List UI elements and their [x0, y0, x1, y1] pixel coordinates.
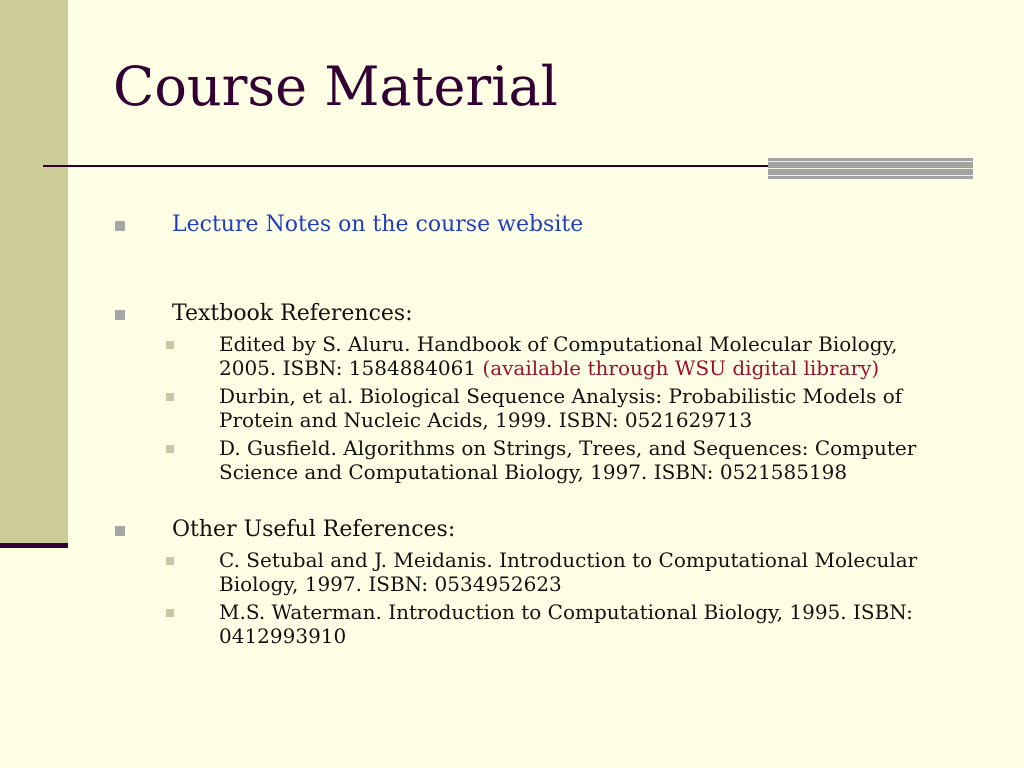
reference-line: Durbin, et al. Biological Sequence Analysis: Probabilistic Models of [219, 384, 903, 408]
bullet-icon [115, 310, 125, 320]
reference-line: 0412993910 [219, 624, 347, 648]
bullet-icon [115, 526, 125, 536]
textbook-reference-durbin [219, 384, 979, 432]
left-sidebar-accent [0, 543, 68, 548]
title-divider-gray-block [768, 158, 973, 179]
other-reference-setubal [219, 548, 979, 596]
availability-note: (available through WSU digital library) [482, 356, 880, 380]
sub-bullet-icon [166, 445, 174, 453]
other-reference-waterman [219, 600, 979, 648]
sub-bullet-icon [166, 557, 174, 565]
left-sidebar-bar [0, 0, 68, 545]
textbook-heading: Textbook References: [172, 301, 413, 326]
other-references-heading: Other Useful References: [172, 517, 456, 542]
reference-line: M.S. Waterman. Introduction to Computational Biology, 1995. ISBN: [219, 600, 913, 624]
reference-line: Biology, 1997. ISBN: 0534952623 [219, 572, 562, 596]
textbook-reference-aluru [219, 332, 979, 380]
reference-line: 2005. ISBN: 1584884061 [219, 356, 483, 380]
reference-line: D. Gusfield. Algorithms on Strings, Trees, and Sequences: Computer [219, 436, 917, 460]
title-divider [43, 165, 773, 167]
lecture-notes-link[interactable]: Lecture Notes on the course website [172, 212, 584, 237]
textbook-reference-gusfield [219, 436, 979, 484]
reference-line: C. Setubal and J. Meidanis. Introduction to Computational Molecular [219, 548, 918, 572]
sub-bullet-icon [166, 609, 174, 617]
bullet-icon [115, 221, 125, 231]
reference-line: Protein and Nucleic Acids, 1999. ISBN: 0521629713 [219, 408, 753, 432]
sub-bullet-icon [166, 393, 174, 401]
reference-line: Edited by S. Aluru. Handbook of Computational Molecular Biology, [219, 332, 898, 356]
reference-line: Science and Computational Biology, 1997. ISBN: 0521585198 [219, 460, 848, 484]
sub-bullet-icon [166, 341, 174, 349]
slide-title: Course Material [113, 55, 558, 118]
